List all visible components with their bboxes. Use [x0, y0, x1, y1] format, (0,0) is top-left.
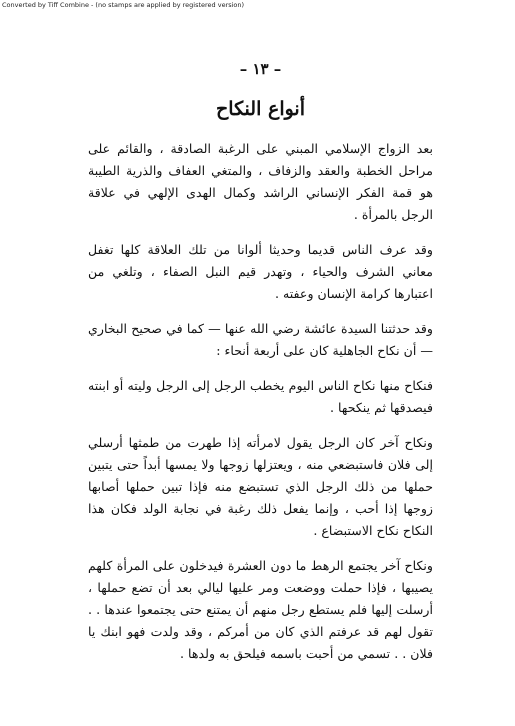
paragraph-third-type: ونكاح آخر يجتمع الرهط ما دون العشرة فيدخلون على المرأة كلهم يصيبها ، فإذا حملت ووضعت ومر عليها ليالي بعد أن تضع حملها ، أرسلت إليها فلم يستطع رجل منهم أن يمتنع حتى يجتمعوا عندها . . تقول لهم قد عرفتم الذي كان من أمركم ، وقد ولدت فهو ابنك يا فلان . . تسمي من أحبت باسمه فيلحق به ولدها .	[88, 558, 433, 661]
document-page	[88, 60, 433, 676]
page-number: – ١٣ –	[239, 60, 282, 78]
converter-banner: Converted by Tiff Combine - (no stamps are applied by registered version)	[2, 1, 245, 9]
page-title: أنواع النكاح	[216, 98, 305, 120]
paragraph-intro: بعد الزواج الإسلامي المبني على الرغبة الصادقة ، والقائم على مراحل الخطبة والعقد والزفاف ، والمتغي العفاف والذرية الطيبة هو قمة الفكر الإنساني الراشد وكمال الهدى الإلهي في علاقة الرجل بالمرأة .	[88, 141, 433, 222]
paragraph-second-type: ونكاح آخر كان الرجل يقول لامرأته إذا طهرت من طمثها أرسلي إلى فلان فاستبضعي منه ، ويعتزلها زوجها ولا يمسها أبداً حتى يتبين حملها من ذلك الرجل الذي تستبضع منه فإذا تبين حملها أصابها زوجها إذا أحب ، وإنما يفعل ذلك رغبة في نجابة الولد فكان هذا النكاح نكاح الاستبضاع .	[88, 435, 433, 538]
paragraph-first-type: فنكاح منها نكاح الناس اليوم يخطب الرجل إلى الرجل وليته أو ابنته فيصدقها ثم ينكحها .	[88, 378, 433, 415]
paragraph-aisha-hadith: وقد حدثتنا السيدة عائشة رضي الله عنها — كما في صحيح البخاري — أن نكاح الجاهلية كان على أربعة أنحاء :	[88, 321, 433, 358]
paragraph-relations: وقد عرف الناس قديما وحديثا ألوانا من تلك العلاقة كلها تغفل معاني الشرف والحياء ، وتهدر قيم النبل الصفاء ، وتلغي من اعتبارها كرامة الإنسان وعفته .	[88, 242, 433, 301]
